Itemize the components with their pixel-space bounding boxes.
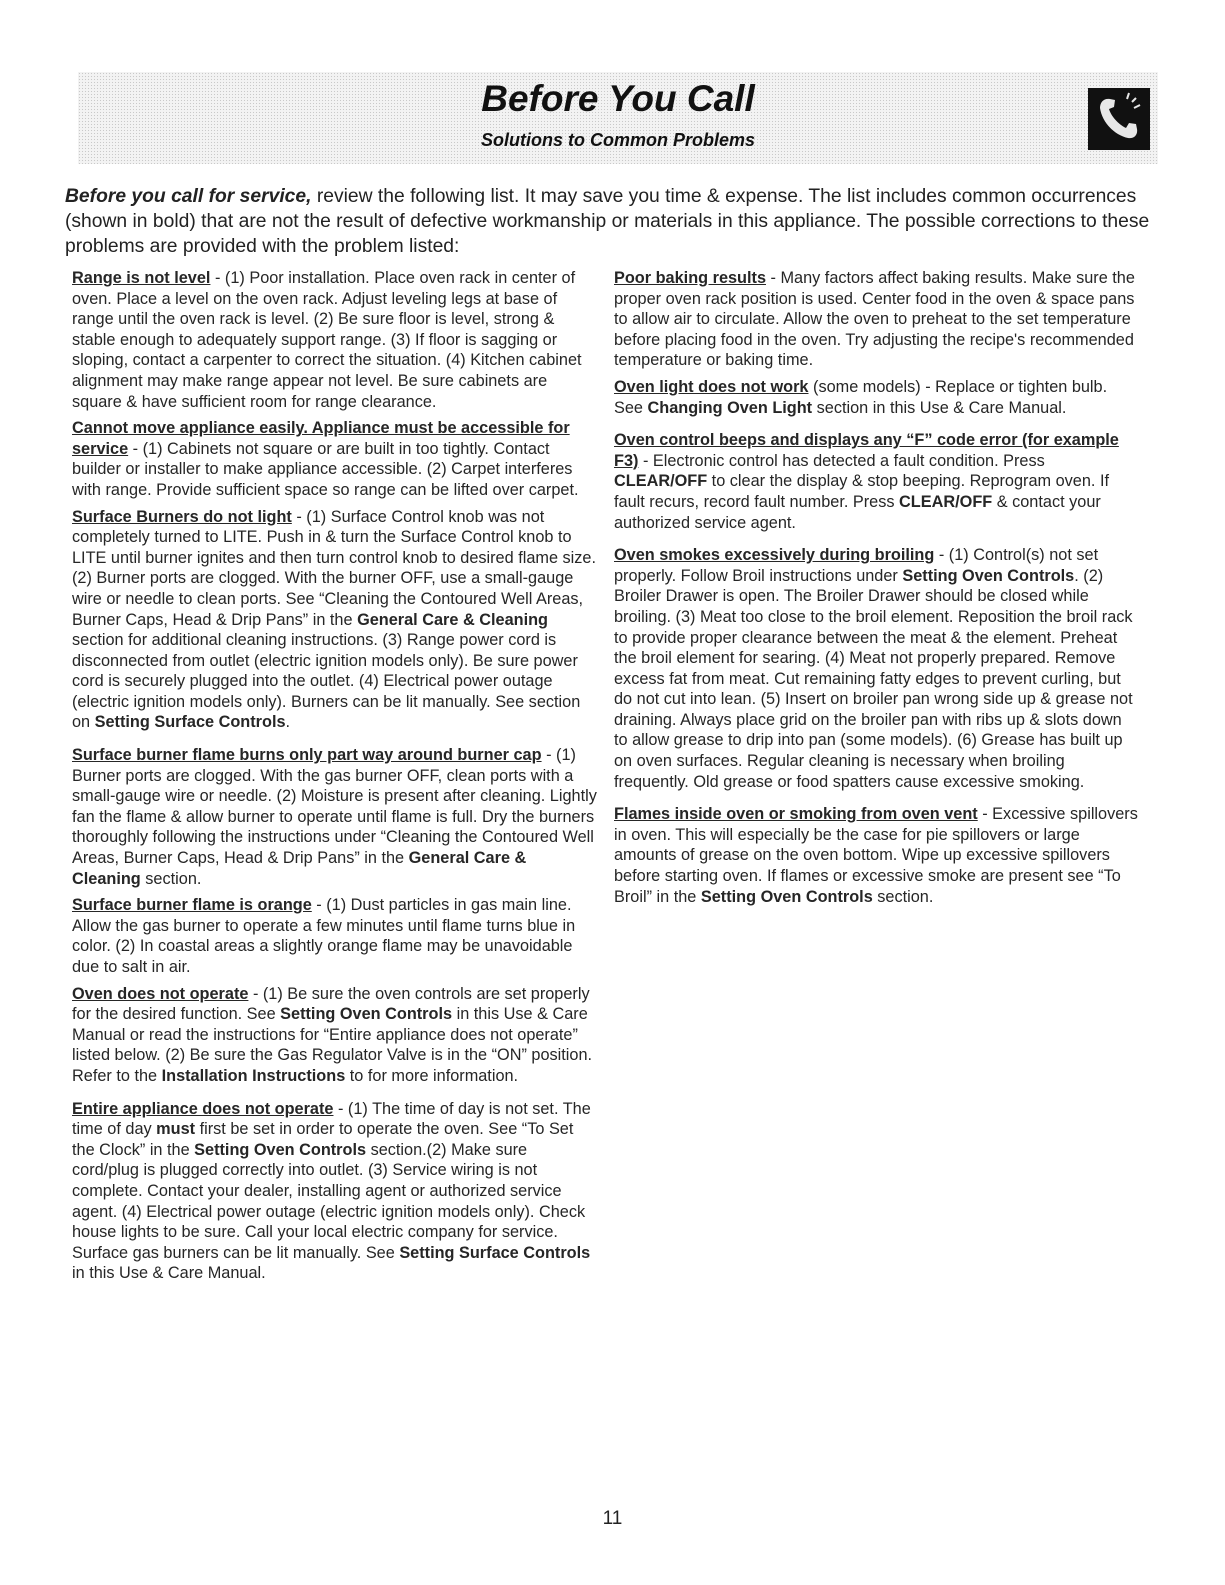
- entry-text: . (2) Broiler Drawer is open. The Broiler Drawer should be closed while broiling. (3) Meat too close to the broil element. Reposition the broil rack to provide proper clearance between the meat & the element. Preheat the broil element for searing. (4) Meat not properly prepared. Remove excess fat from meat. Cut remaining fatty edges to prevent curling, but do not cut into lean. (5) Insert on broiler pan wrong side up & grease not draining. Always place grid on the broiler pan with ribs up & slots down to allow grease to drip into pan (some models). (6) Grease has built up on oven surfaces. Regular cleaning is necessary when broiling frequently. Old grease or food spatters cause excessive smoking.: [614, 566, 1133, 791]
- telephone-icon: [1088, 88, 1150, 150]
- entry-oven-does-not-operate: [72, 984, 597, 1087]
- entry-reference: General Care & Cleaning: [357, 610, 548, 629]
- entry-range-not-level: [72, 268, 597, 412]
- entry-title: Poor baking results: [614, 269, 766, 287]
- entry-reference: CLEAR/OFF: [614, 472, 708, 491]
- entry-flames-inside-oven: [614, 804, 1139, 907]
- entry-text: - Electronic control has detected a fault condition. Press: [638, 451, 1045, 470]
- intro-paragraph: [65, 184, 1160, 259]
- entry-text: - (1) Cabinets not square or are built in too tightly. Contact builder or installer to make appliance accessible. (2) Carpet interferes with range. Provide sufficient space so range can be lifted over carpet.: [72, 439, 579, 499]
- right-column: [614, 268, 1139, 913]
- entry-text: to clear the display & stop beeping. Reprogram oven. If fault recurs, record fault number. Press: [614, 472, 1109, 511]
- entry-title: Oven light does not work: [614, 377, 809, 396]
- entry-text: in this Use & Care Manual or read the instructions for “Entire appliance does not operate” listed below. (2) Be sure the Gas Regulator Valve is in the “ON” position. Refer to the: [72, 1005, 593, 1085]
- entry-text: & contact your authorized service agent.: [614, 492, 1101, 532]
- entry-text: in this Use & Care Manual.: [72, 1264, 266, 1283]
- entry-reference: Setting Oven Controls: [902, 566, 1075, 585]
- entry-reference: Setting Surface Controls: [94, 713, 286, 732]
- entry-reference: Setting Oven Controls: [194, 1140, 367, 1159]
- entry-entire-appliance-does-not-operate: [72, 1099, 597, 1284]
- entry-text: .: [285, 713, 291, 732]
- entry-text: section.(2) Make sure cord/plug is plugged correctly into outlet. (3) Service wiring is not complete. Contact your dealer, installing agent or authorized service agent. (4) Electrical power outage (electric ignition models only). Check house lights to be sure. Call your local electric company for service. Surface gas burners can be lit manually. See: [72, 1140, 586, 1262]
- entry-reference: Installation Instructions: [161, 1066, 346, 1085]
- entry-flame-orange: [72, 895, 597, 977]
- entry-f-code-error: [614, 430, 1139, 533]
- entry-poor-baking: [614, 268, 1139, 371]
- entry-text: - (1) The time of day is not set. The time of day: [72, 1099, 591, 1139]
- entry-title: Oven does not operate: [72, 984, 249, 1003]
- entry-title: Surface burner flame is orange: [72, 896, 312, 915]
- entry-text: - (1) Poor installation. Place oven rack in center of oven. Place a level on the oven rack. Adjust leveling legs at base of range until the oven rack is level. (2) Be sure floor is level, strong & stable enough to adequately support range. (3) If floor is sagging or sloping, contact a carpenter to correct the situation. (4) Kitchen cabinet alignment may make range appear not level. Be sure cabinets are square & have sufficient room for range clearance.: [72, 269, 582, 411]
- entry-reference: General Care & Cleaning: [72, 849, 527, 888]
- entry-title: Oven control beeps and displays any “F” code error (for example F3): [614, 431, 1119, 470]
- entry-cannot-move-appliance: [72, 418, 597, 500]
- entry-burners-do-not-light: [72, 507, 597, 734]
- entry-reference: Setting Oven Controls: [280, 1005, 453, 1024]
- entry-text: first be set in order to operate the oven. See “To Set the Clock” in the: [72, 1120, 574, 1159]
- entry-flame-part-way: [72, 745, 597, 889]
- entry-text: - Many factors affect baking results. Make sure the proper oven rack position is used. Center food in the oven & space pans to allow air to circulate. Allow the oven to preheat to the set temperature before placing food in the oven. Try adjusting the recipe's recommended temperature or baking time.: [614, 269, 1135, 370]
- entry-reference: Changing Oven Light: [647, 398, 813, 417]
- entry-reference: Setting Oven Controls: [700, 887, 873, 906]
- entry-title: Surface burner flame burns only part way around burner cap: [72, 746, 542, 765]
- entry-text: - (1) Control(s) not set properly. Follow Broil instructions under: [614, 546, 1099, 585]
- intro-text: review the following list. It may save you time & expense. The list includes common occurrences (shown in bold) that are not the result of defective workmanship or materials in this appliance. The possible corrections to these problems are provided with the problem listed:: [65, 186, 1150, 257]
- entry-title: Cannot move appliance easily. Appliance must be accessible for service: [72, 419, 570, 458]
- entry-smokes-during-broiling: [614, 545, 1139, 792]
- entry-text: (some models) - Replace or tighten bulb. See: [614, 377, 1108, 417]
- entry-text: - (1) Burner ports are clogged. With the gas burner OFF, clean ports with a small-gauge wire or needle. (2) Moisture is present after cleaning. Lightly fan the flame & allow burner to operate until flame is full. Dry the burners thoroughly following the instructions under “Cleaning the Contoured Well Areas, Burner Caps, Head & Drip Pans” in the: [72, 746, 597, 868]
- entry-text: section for additional cleaning instructions. (3) Range power cord is disconnected from outlet (electric ignition models only). Be sure power cord is securely plugged into the outlet. (4) Electrical power outage (electric ignition models only). Burners can be lit manually. See section on: [72, 631, 581, 732]
- entry-reference: CLEAR/OFF: [899, 492, 993, 511]
- entry-reference: must: [156, 1120, 196, 1139]
- page-number: 11: [602, 1508, 623, 1529]
- entry-title: Range is not level: [72, 269, 211, 287]
- entry-text: section in this Use & Care Manual.: [812, 398, 1067, 417]
- left-column: [72, 268, 597, 1290]
- entry-title: Surface Burners do not light: [72, 507, 292, 526]
- page-subtitle: Solutions to Common Problems: [480, 130, 755, 150]
- entry-title: Entire appliance does not operate: [72, 1099, 334, 1118]
- entry-text: to for more information.: [345, 1066, 519, 1085]
- entry-text: - (1) Surface Control knob was not completely turned to LITE. Push in & turn the Surface Control knob to LITE until burner ignites and then turn control knob to desired flame size. (2) Burner ports are clogged. With the burner OFF, use a small-gauge wire or needle to clean ports. See “Cleaning the Contoured Well Areas, Burner Caps, Head & Drip Pans” in the: [72, 507, 597, 629]
- header-banner: [78, 72, 1158, 164]
- entry-text: - (1) Be sure the oven controls are set properly for the desired function. See: [72, 984, 590, 1024]
- entry-text: - (1) Dust particles in gas main line. Allow the gas burner to operate a few minutes until flame turns blue in color. (2) In coastal areas a slightly orange flame may be unavoidable due to salt in air.: [72, 896, 576, 976]
- entry-text: - Excessive spillovers in oven. This will especially be the case for pie spillovers or large amounts of grease on the oven bottom. Wipe up excessive spillovers before starting oven. If flames or excessive smoke are present see “To Broil” in the: [614, 805, 1138, 906]
- page-title: Before You Call: [481, 78, 755, 119]
- entry-title: Oven smokes excessively during broiling: [614, 546, 935, 565]
- entry-text: section.: [140, 869, 202, 888]
- entry-oven-light: [614, 377, 1139, 418]
- intro-lead: Before you call for service,: [65, 186, 312, 207]
- entry-text: section.: [872, 887, 934, 906]
- entry-title: Flames inside oven or smoking from oven vent: [614, 805, 978, 824]
- entry-reference: Setting Surface Controls: [399, 1243, 591, 1262]
